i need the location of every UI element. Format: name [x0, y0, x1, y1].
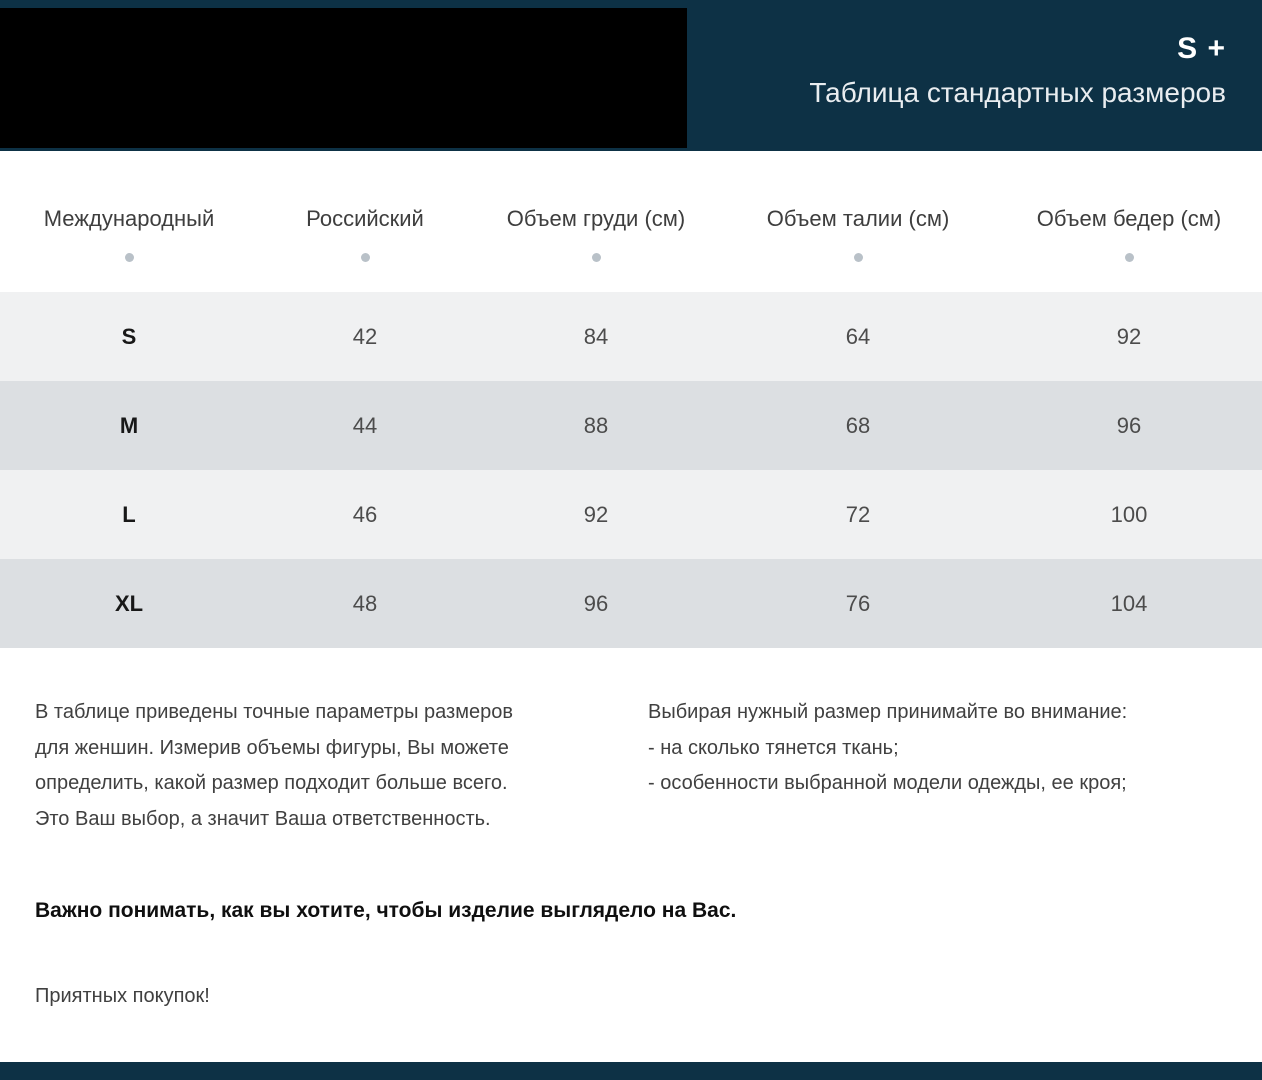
- note-line: В таблице приведены точные параметры размеров: [35, 701, 513, 723]
- column-dot-icon: [1125, 253, 1134, 262]
- black-box: [0, 8, 687, 148]
- column-header-waist: Объем талии (см): [766, 205, 950, 231]
- note-right-paragraph: [648, 695, 1248, 837]
- table-row-xl: [0, 559, 1262, 648]
- value-cell: 96: [1116, 412, 1142, 438]
- dot-cell: [996, 253, 1262, 262]
- value-cell: 92: [1116, 323, 1142, 349]
- note-line: Это Ваш выбор, а значит Ваша ответственность.: [35, 807, 491, 830]
- table-row-l: [0, 470, 1262, 559]
- important-note: Важно понимать, как вы хотите, чтобы изделие выглядело на Вас.: [35, 899, 737, 922]
- note-left-paragraph: [35, 695, 648, 837]
- table-row-s: [0, 292, 1262, 381]
- column-header-international: Международный: [43, 205, 215, 231]
- note-line: - на сколько тянется ткань;: [648, 736, 899, 759]
- column-dot-icon: [592, 253, 601, 262]
- dot-cell: [258, 253, 472, 262]
- value-cell: 42: [352, 323, 378, 349]
- note-line: определить, какой размер подходит больше всего.: [35, 772, 508, 794]
- value-cell: 46: [352, 501, 378, 527]
- column-dot-icon: [361, 253, 370, 262]
- header-banner: [0, 0, 1262, 151]
- header-text-block: [809, 34, 1226, 108]
- page-title: Таблица стандартных размеров: [809, 77, 1226, 108]
- column-header-hips: Объем бедер (см): [1036, 205, 1222, 231]
- size-cell: L: [122, 501, 136, 527]
- column-dot-icon: [125, 253, 134, 262]
- size-cell: XL: [114, 590, 144, 616]
- table-row-m: [0, 381, 1262, 470]
- value-cell: 92: [583, 501, 609, 527]
- note-line: - особенности выбранной модели одежды, ее кроя;: [648, 772, 1127, 794]
- table-column-headers: [0, 205, 1262, 232]
- column-dots-row: [0, 253, 1262, 262]
- value-cell: 104: [1110, 590, 1148, 616]
- value-cell: 44: [352, 412, 378, 438]
- column-header-russian: Российский: [306, 205, 424, 231]
- size-cell: M: [119, 412, 139, 438]
- dot-cell: [472, 253, 720, 262]
- size-cell: S: [121, 323, 137, 349]
- note-line: для женшин. Измерив объемы фигуры, Вы можете: [35, 736, 509, 759]
- value-cell: 64: [845, 323, 871, 349]
- value-cell: 72: [845, 501, 871, 527]
- value-cell: 96: [583, 590, 609, 616]
- column-dot-icon: [854, 253, 863, 262]
- value-cell: 68: [845, 412, 871, 438]
- dot-cell: [0, 253, 258, 262]
- notes-section: [0, 695, 1262, 837]
- value-cell: 88: [583, 412, 609, 438]
- column-header-chest: Объем груди (см): [506, 205, 686, 231]
- dot-cell: [720, 253, 996, 262]
- brand-logo: S +: [1177, 32, 1226, 65]
- value-cell: 76: [845, 590, 871, 616]
- note-line: Выбирая нужный размер принимайте во внимание:: [648, 701, 1128, 723]
- value-cell: 84: [583, 323, 609, 349]
- footer-bar: [0, 1062, 1262, 1080]
- value-cell: 48: [352, 590, 378, 616]
- size-table: [0, 292, 1262, 648]
- farewell-note: Приятных покупок!: [35, 985, 210, 1007]
- value-cell: 100: [1110, 501, 1148, 527]
